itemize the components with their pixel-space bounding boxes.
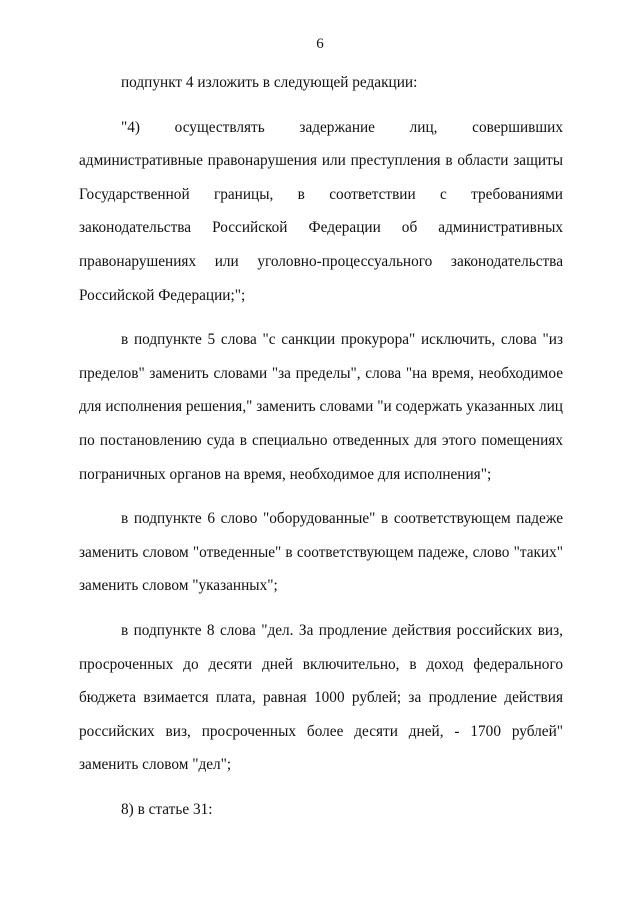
paragraph-intro: подпункт 4 изложить в следующей редакции: — [121, 74, 418, 91]
paragraph-subpoint-5: в подпункте 5 слова "с санкции прокурора" исключить, слова "из пределов" заменить словами "за пределы", слова "на время, необходимое для исполнения решения," заменить словами "и содержать указанных лиц по постановлению суда в специально отведенных для этого помещениях пограничных органов на время, необходимое для исполнения"; — [79, 331, 563, 483]
paragraph-article-31: 8) в статье 31: — [121, 800, 213, 818]
page-number: 6 — [316, 36, 324, 52]
paragraph-subpoint-4: "4) осуществлять задержание лиц, совершивших административные правонарушения или преступления в области защиты Государственной границы, в соответствии с требованиями законодательства Российской Федерации об административных правонарушениях или уголовно-процессуального законодательства Российской Федерации;"; — [79, 118, 563, 304]
document-body — [79, 66, 563, 826]
paragraph-subpoint-6: в подпункте 6 слово "оборудованные" в соответствующем падеже заменить словом "отведенные" в соответствующем падеже, слово "таких" заменить словом "указанных"; — [79, 510, 563, 595]
paragraph-subpoint-8: в подпункте 8 слова "дел. За продление действия российских виз, просроченных до десяти дней включительно, в доход федерального бюджета взимается плата, равная 1000 рублей; за продление действия российских виз, просроченных более десяти дней, - 1700 рублей" заменить словом "дел"; — [79, 621, 563, 774]
